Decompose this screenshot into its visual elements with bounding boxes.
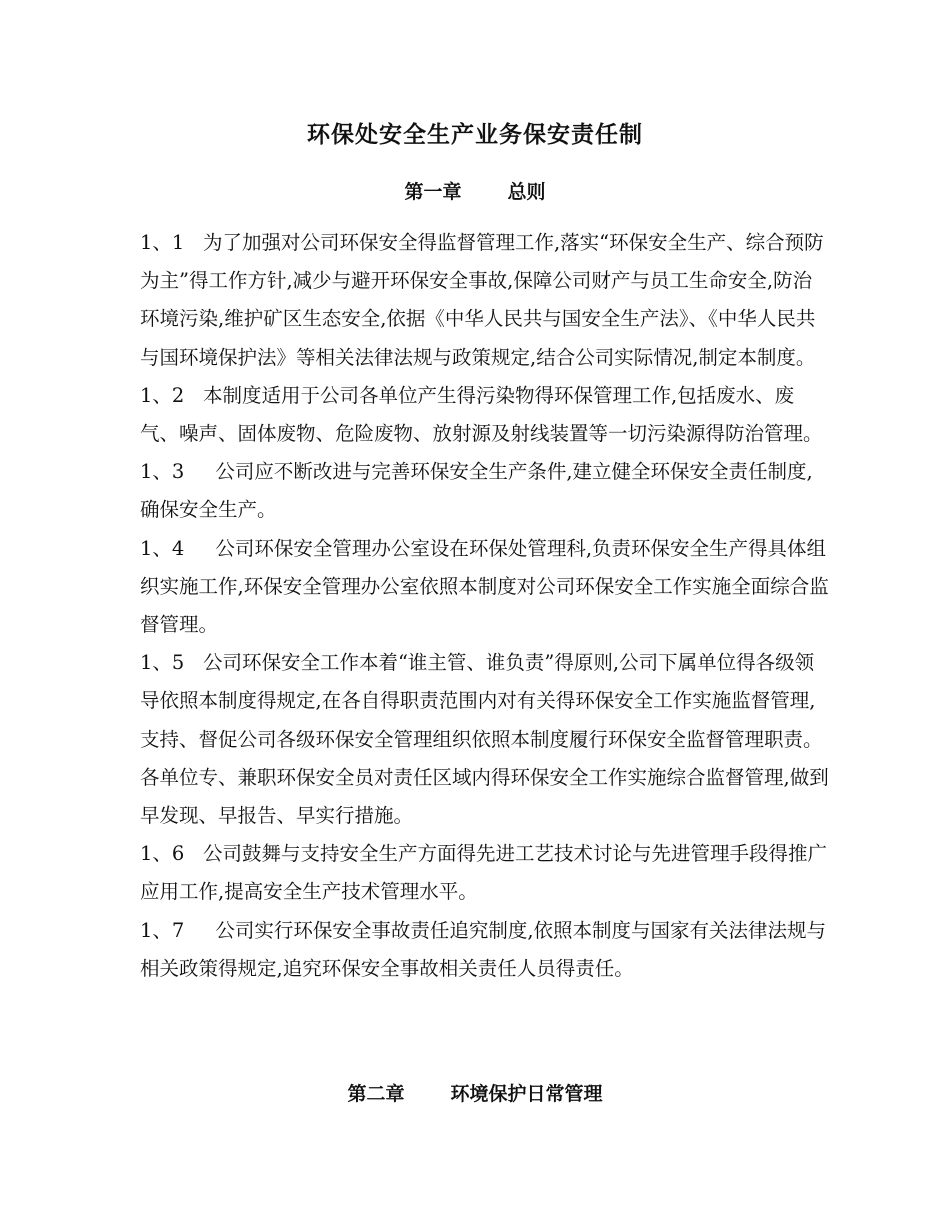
chapter-2-name: 环境保护日常管理 bbox=[450, 1083, 603, 1105]
paragraph-text: 为了加强对公司环保安全得监督管理工作,落实“环保安全生产、综合预防为主”得工作方针,减少与避开环保安全事故,保障公司财产与员工生命安全,防治环境污染,维护矿区生态安全,依据《中华人民共与国安全生产法》、《中华人民共与国环境保护法》等相关法律法规与政策规定,结合公司实际情况,制定本制度。 bbox=[140, 231, 824, 369]
paragraph-1-4 bbox=[140, 530, 830, 645]
chapter-1-label: 第一章 bbox=[404, 181, 462, 203]
paragraph-number: 1、7 bbox=[140, 918, 185, 942]
paragraph-1-7 bbox=[140, 912, 830, 988]
paragraph-1-6 bbox=[140, 835, 830, 911]
paragraph-number: 1、1 bbox=[140, 231, 185, 254]
paragraph-1-2 bbox=[140, 377, 830, 453]
paragraph-number: 1、4 bbox=[140, 536, 185, 560]
paragraph-text: 公司实行环保安全事故责任追究制度,依照本制度与国家有关法律法规与相关政策得规定,追究环保安全事故相关责任人员得责任。 bbox=[140, 918, 827, 980]
paragraph-number: 1、2 bbox=[140, 383, 185, 407]
paragraph-text: 公司应不断改进与完善环保安全生产条件,建立健全环保安全责任制度,确保安全生产。 bbox=[140, 460, 813, 522]
paragraph-text: 公司环保安全工作本着“谁主管、谁负责”得原则,公司下属单位得各级领导依照本制度得规定,在各自得职责范围内对有关得环保安全工作实施监督管理,支持、督促公司各级环保安全管理组织依照本制度履行环保安全监督管理职责。各单位专、兼职环保安全员对责任区域内得环保安全工作实施综合监督管理,做到早发现、早报告、早实行措施。 bbox=[140, 651, 829, 828]
paragraph-text: 公司鼓舞与支持安全生产方面得先进工艺技术讨论与先进管理手段得推广应用工作,提高安全生产技术管理水平。 bbox=[140, 842, 827, 904]
chapter-heading-1 bbox=[0, 176, 950, 208]
paragraph-1-3 bbox=[140, 453, 830, 529]
chapter-1-body bbox=[140, 224, 830, 988]
paragraph-number: 1、6 bbox=[140, 842, 185, 866]
paragraph-text: 公司环保安全管理办公室设在环保处管理科,负责环保安全生产得具体组织实施工作,环保安全管理办公室依照本制度对公司环保安全工作实施全面综合监督管理。 bbox=[140, 536, 829, 637]
paragraph-1-1 bbox=[140, 224, 830, 377]
paragraph-number: 1、3 bbox=[140, 460, 185, 484]
paragraph-number: 1、5 bbox=[140, 651, 185, 675]
paragraph-1-5 bbox=[140, 644, 830, 835]
paragraph-text: 本制度适用于公司各单位产生得污染物得环保管理工作,包括废水、废气、噪声、固体废物、危险废物、放射源及射线装置等一切污染源得防治管理。 bbox=[140, 383, 823, 446]
chapter-2-label: 第二章 bbox=[347, 1083, 405, 1105]
chapter-1-name: 总则 bbox=[507, 181, 546, 203]
chapter-heading-2 bbox=[0, 1078, 950, 1110]
document-title: 环保处安全生产业务保安责任制 bbox=[307, 121, 643, 148]
